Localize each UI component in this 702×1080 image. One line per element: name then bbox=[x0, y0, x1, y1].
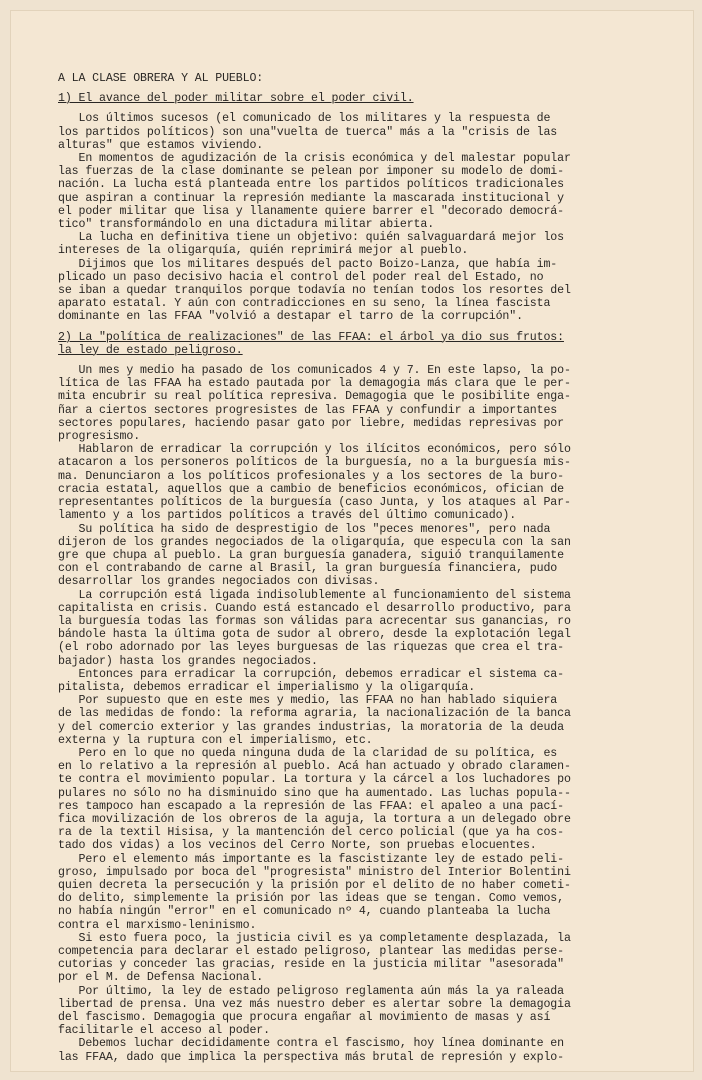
paragraph-9: Entonces para erradicar la corrupción, debemos erradicar el sistema ca- pitalista, debemos erradicar el imperialismo y la oligarquía. bbox=[58, 667, 564, 694]
paragraph-13: Si esto fuera poco, la justicia civil es ya completamente desplazada, la competencia para declarar el estado peligroso, plantear las medidas perse- cutorias y conceder las gracias, reside en la justicia militar "asesorada" por el M. de Defensa Nacional. bbox=[58, 931, 571, 985]
document-title: A LA CLASE OBRERA Y AL PUEBLO: bbox=[58, 72, 264, 85]
document-page bbox=[10, 10, 694, 1072]
paragraph-12: Pero el elemento más importante es la fascistizante ley de estado peli- groso, impulsado por boca del "progresista" ministro del Interior Bolentini quien decreta la persecución y la prisión por el delito de no haber cometi- do delito, simplemente la prisión por las ideas que se tengan. Como vemos, no había ningún "error" en el comunicado nº 4, cuando planteaba la lucha contra el marxismo-leninismo. bbox=[58, 852, 571, 932]
paragraph-7: Su política ha sido de desprestigio de los "peces menores", pero nada dijeron de los grandes negociados de la oligarquía, que especula con la san gre que chupa al pueblo. La gran burguesía ganadera, siguió tranquilamente con el contrabando de carne al Brasil, la gran burguesía financiera, pudo desarrollar los grandes negociados con divisas. bbox=[58, 522, 571, 589]
paragraph-8: La corrupción está ligada indisolublemente al funcionamiento del sistema capitalista en crisis. Cuando está estancado el desarrollo productivo, para la burguesía todas las formas son válidas para acrecentar sus ganancias, ro bándole hasta la última gota de sudor al obrero, desde la explotación legal (el robo adornado por las leyes burguesas de las riquezas que crea el tra- bajador) hasta los grandes negociados. bbox=[58, 588, 571, 668]
paragraph-14: Por último, la ley de estado peligroso reglamenta aún más la ya raleada libertad de prensa. Una vez más nuestro deber es alertar sobre la demagogia del fascismo. Demagogia que procura engañar al movimiento de masas y así facilitarle el acceso al poder. bbox=[58, 984, 571, 1038]
paragraph-1: Los últimos sucesos (el comunicado de los militares y la respuesta de los partidos políticos) son una"vuelta de tuerca" más a la "crisis de las alturas" que estamos viviendo. bbox=[58, 112, 558, 152]
document-body bbox=[58, 72, 658, 1064]
paragraph-3: La lucha en definitiva tiene un objetivo: quién salvaguardará mejor los intereses de la oligarquía, quién reprimirá mejor al pueblo. bbox=[58, 231, 564, 258]
paragraph-11: Pero en lo que no queda ninguna duda de la claridad de su política, es en lo relativo a la represión al pueblo. Acá han actuado y obrado claramen- te contra el movimiento popular. La tortura y la cárcel a los luchadores po pulares no sólo no ha disminuido sino que ha aumentado. Las luchas popula-- res tampoco han escapado a la represión de las FFAA: el apaleo a una pací- fica movilización de los obreros de la aguja, la tortura a un delegado obre ra de la textil Hisisa, y la mantención del cerco policial (que ya ha cos- tado dos vidas) a los vecinos del Cerro Norte, son pruebas elocuentes. bbox=[58, 746, 571, 853]
section-2-heading: 2) La "política de realizaciones" de las FFAA: el árbol ya dio sus frutos: la ley de estado peligroso. bbox=[58, 330, 564, 357]
paragraph-10: Por supuesto que en este mes y medio, las FFAA no han hablado siquiera de las medidas de fondo: la reforma agraria, la nacionalización de la banca y del comercio exterior y las grandes industrias, la moratoria de la deuda externa y la ruptura con el imperialismo, etc. bbox=[58, 694, 571, 747]
paragraph-4: Dijimos que los militares después del pacto Boizo-Lanza, que había im- plicado un paso decisivo hacia el control del poder real del Estado, no se iban a quedar tranquilos porque todavía no tenían todos los resortes del aparato estatal. Y aún con contradicciones en su seno, la línea fascista dominante en las FFAA "volvió a destapar el tarro de la corrupción". bbox=[58, 257, 571, 324]
section-1-heading: 1) El avance del poder militar sobre el poder civil. bbox=[58, 92, 414, 106]
paragraph-6: Hablaron de erradicar la corrupción y los ilícitos económicos, pero sólo atacaron a los personeros políticos de la burguesía, no a la burguesía mis- ma. Denunciaron a los políticos profesionales y a los sectores de la buro- cracia estatal, aquellos que a cambio de beneficios económicos, ofician de representantes políticos de la burguesía (caso Junta, y los ataques al Par- lamento y a los partidos políticos a través del último comunicado). bbox=[58, 443, 571, 523]
paragraph-15: Debemos luchar decididamente contra el fascismo, hoy línea dominante en las FFAA, dado que implica la perspectiva más brutal de represión y explo- bbox=[58, 1037, 564, 1064]
paragraph-5: Un mes y medio ha pasado de los comunicados 4 y 7. En este lapso, la po- lítica de las FFAA ha estado pautada por la demagogia más clara que le per- mita encubrir su real política represiva. Demagogia que le posibilite enga- ñar a ciertos sectores progresistes de las FFAA y confundir a importantes sectores populares, haciendo pasar gato por liebre, medidas represivas por progresismo. bbox=[58, 364, 571, 444]
paragraph-2: En momentos de agudización de la crisis económica y del malestar popular las fuerzas de la clase dominante se pelean por imponer su modelo de domi- nación. La lucha está planteada entre los partidos políticos tradicionales que aspiran a continuar la represión mediante la mascarada institucional y el poder militar que lisa y llanamente quiere barrer el "decorado democrá- tico" transformándolo en una dictadura militar abierta. bbox=[58, 152, 571, 232]
